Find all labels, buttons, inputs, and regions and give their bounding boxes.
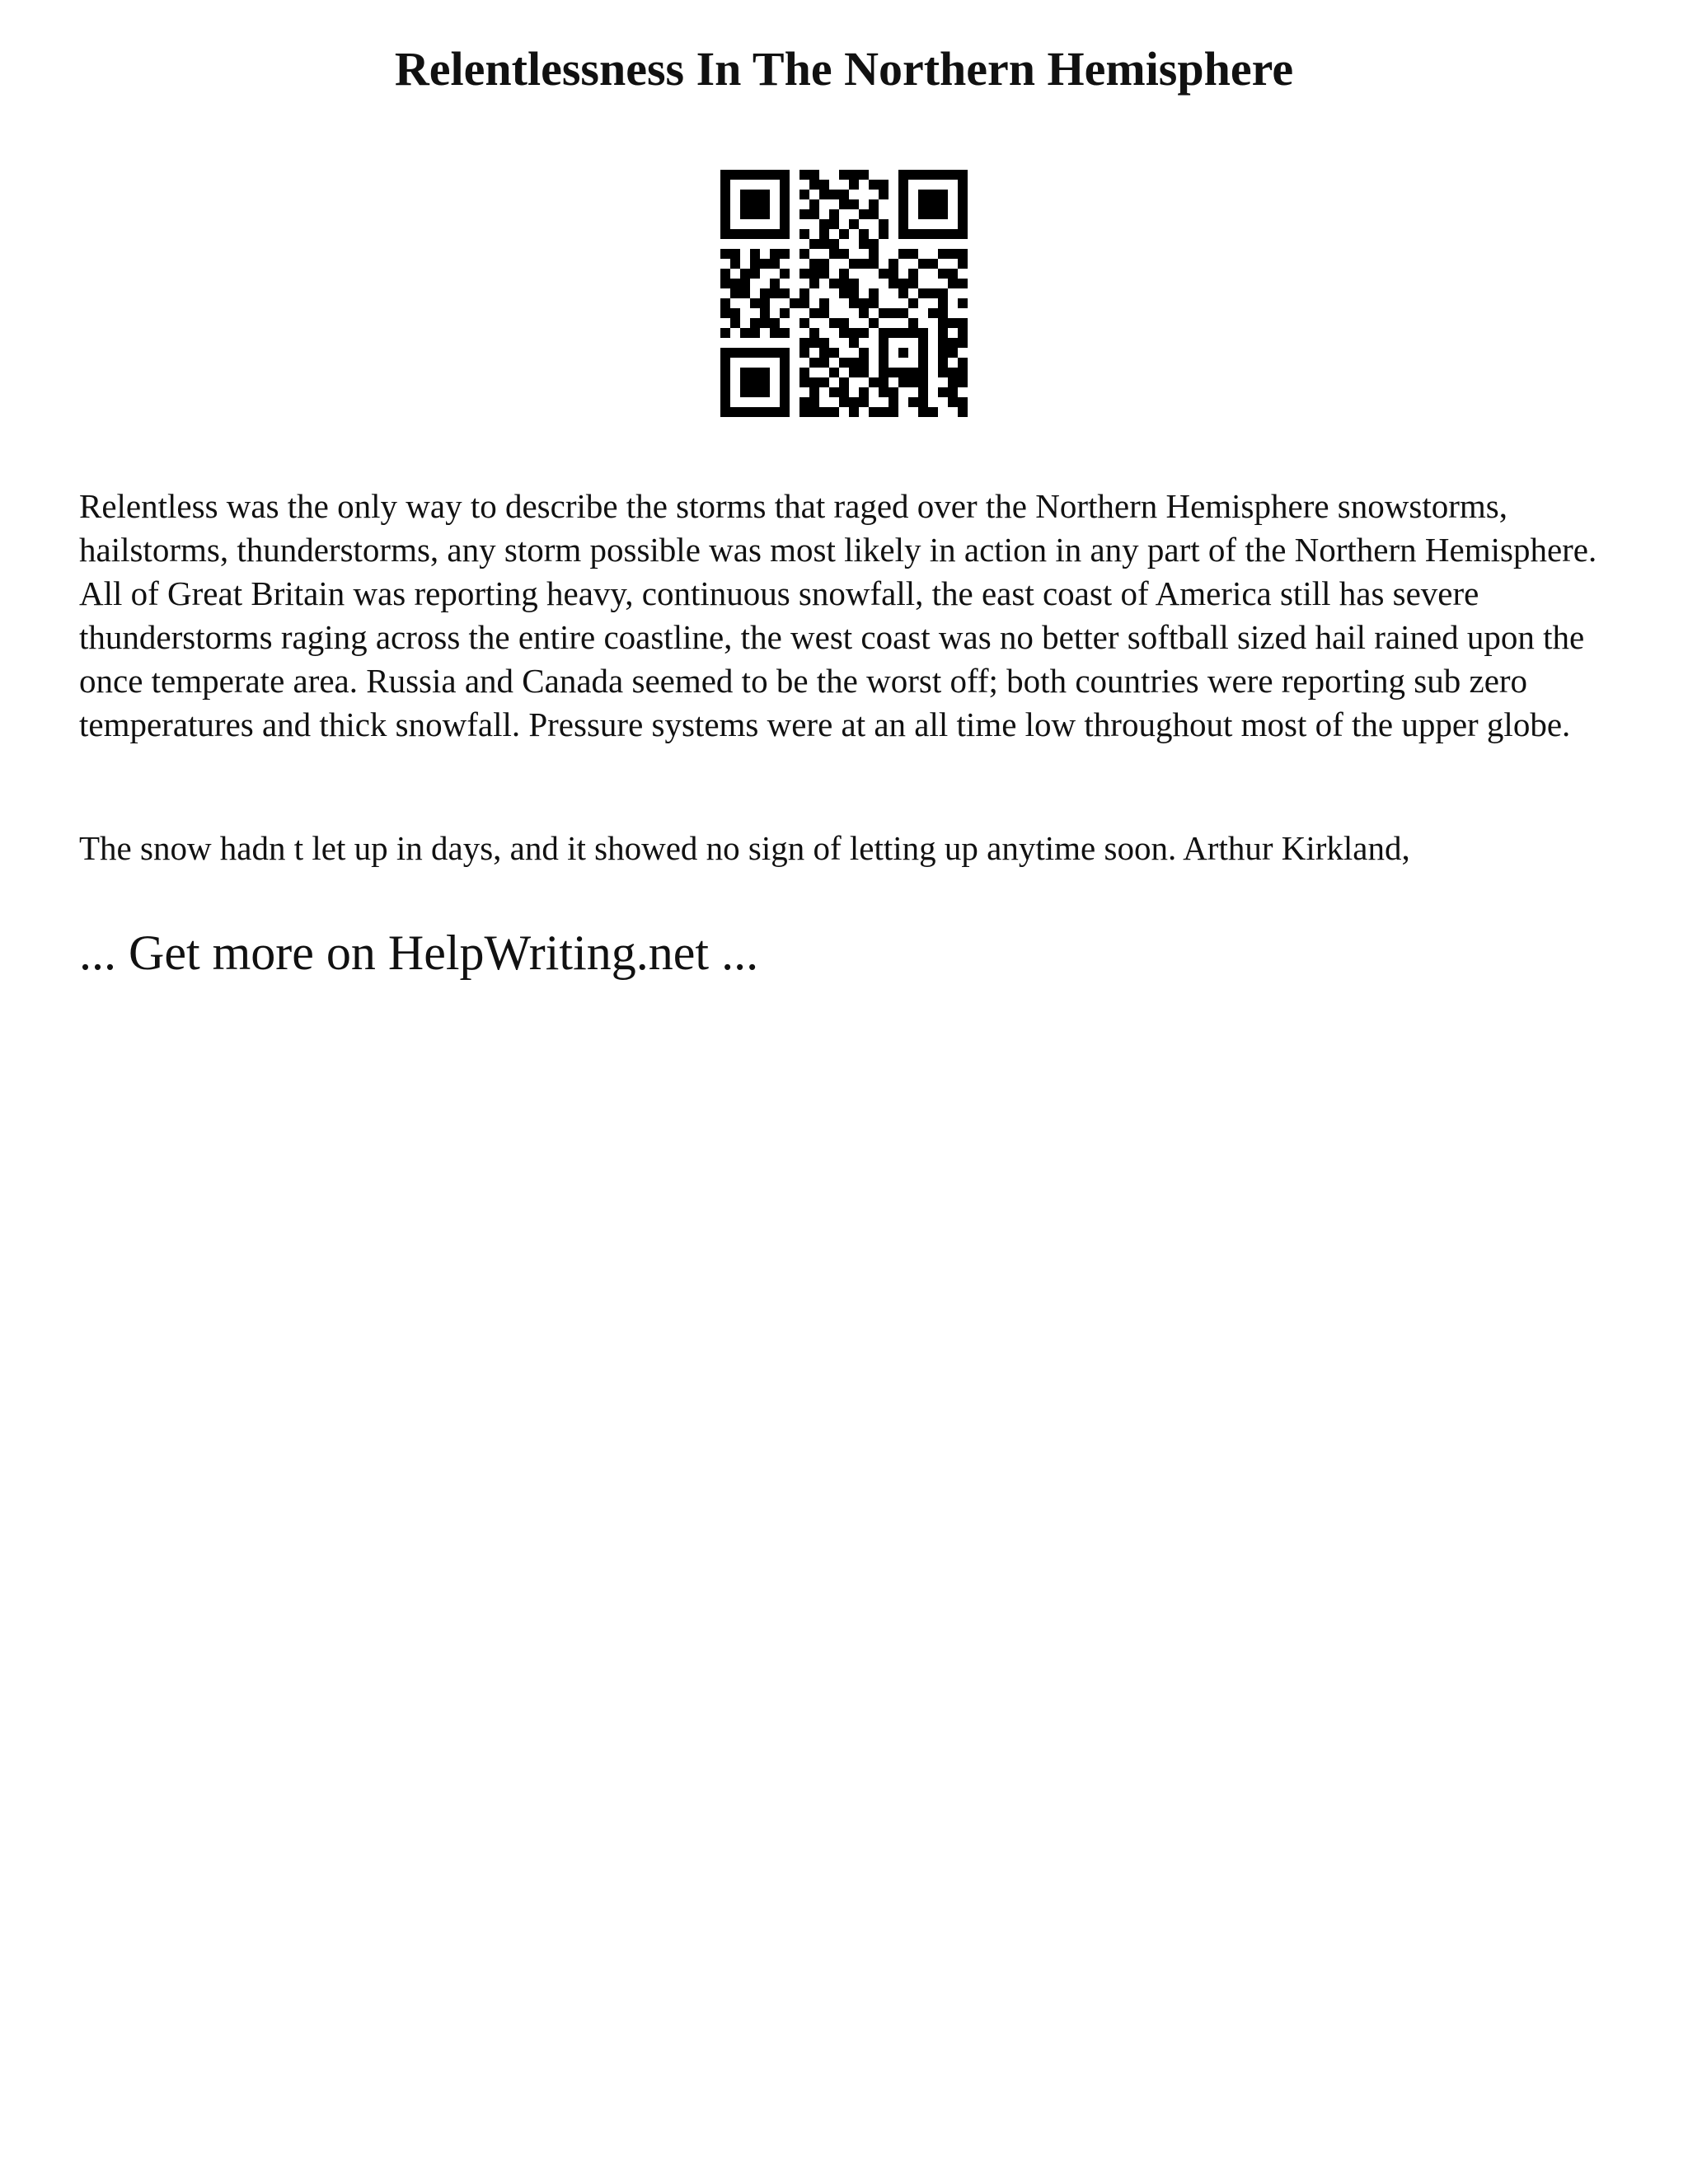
body-paragraph-1: Relentless was the only way to describe the storms that raged over the Northern Hemisphere snowstorms, hailstorms, thunderstorms, any storm possible was most likely in action in any part of the Northern Hemisphere. All of Great Britain was reporting heavy, continuous snowfall, the east coast of America still has severe thunderstorms raging across the entire coastline, the west coast was no better softball sized hail rained upon the once temperate area. Russia and Canada seemed to be the worst off; both countries were reporting sub zero temperatures and thick snowfall. Pressure systems were at an all time low throughout most of the upper globe.: [79, 487, 1597, 743]
body-paragraph-2: The snow hadn t let up in days, and it showed no sign of letting up anytime soon. Arthur Kirkland,: [79, 829, 1410, 867]
get-more-link[interactable]: ... Get more on HelpWriting.net ...: [79, 926, 759, 980]
page-title: Relentlessness In The Northern Hemisphere: [394, 42, 1294, 96]
qr-code-icon: [720, 170, 968, 417]
